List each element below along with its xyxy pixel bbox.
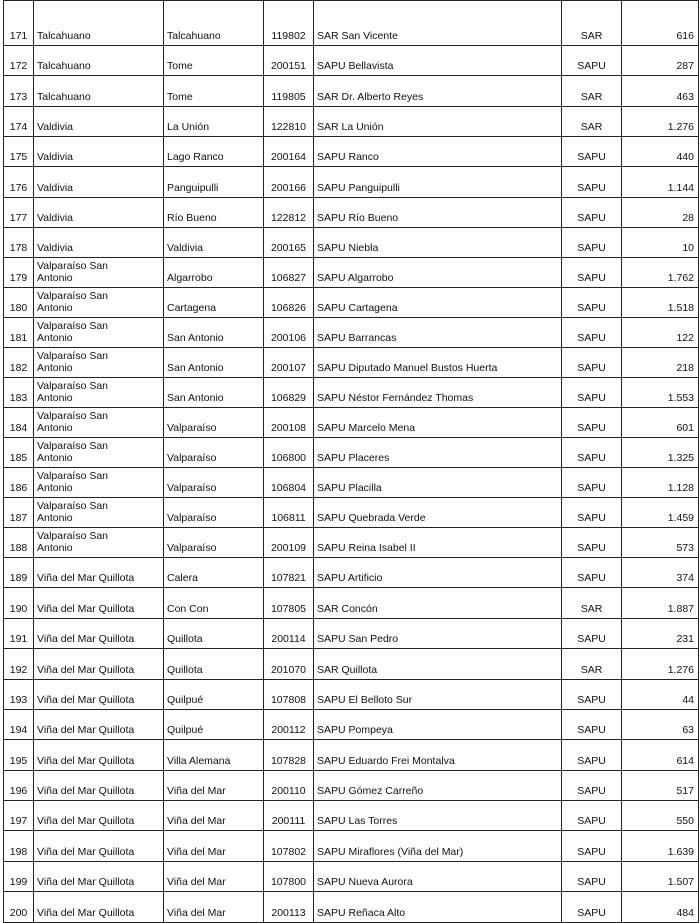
type-cell: SAPU (562, 348, 622, 378)
type-cell: SAPU (562, 710, 622, 740)
region-line: Valparaíso San (37, 320, 109, 332)
region-line: Valparaíso San (37, 290, 109, 302)
type-cell: SAR (562, 1, 622, 46)
region-line: Antonio (37, 512, 73, 524)
commune-cell: Valparaíso (164, 408, 264, 438)
code-cell: 122812 (264, 198, 314, 228)
commune-cell: Con Con (164, 588, 264, 619)
region-cell (34, 258, 164, 288)
row-number: 186 (4, 468, 34, 498)
region-line: Antonio (37, 332, 73, 344)
row-number: 194 (4, 710, 34, 740)
facility-cell: SAPU Marcelo Mena (314, 408, 562, 438)
commune-cell: Talcahuano (164, 1, 264, 46)
facility-cell: SAPU Las Torres (314, 801, 562, 831)
commune-cell: Panguipulli (164, 167, 264, 198)
table-row (4, 228, 699, 258)
facility-cell: SAR Quillota (314, 649, 562, 680)
region-cell: Viña del Mar Quillota (34, 801, 164, 831)
code-cell: 119805 (264, 76, 314, 107)
type-cell: SAPU (562, 498, 622, 528)
code-cell: 200107 (264, 348, 314, 378)
type-cell: SAPU (562, 862, 622, 892)
count-cell: 1.128 (622, 468, 699, 498)
row-number: 196 (4, 771, 34, 801)
commune-cell: San Antonio (164, 348, 264, 378)
count-cell: 550 (622, 801, 699, 831)
code-cell: 201070 (264, 649, 314, 680)
facility-cell: SAPU Diputado Manuel Bustos Huerta (314, 348, 562, 378)
region-cell: Viña del Mar Quillota (34, 619, 164, 649)
region-line: Valparaíso San (37, 530, 109, 542)
code-cell: 200164 (264, 137, 314, 167)
table-row (4, 528, 699, 558)
count-cell: 1.276 (622, 649, 699, 680)
commune-cell: Villa Alemana (164, 740, 264, 771)
row-number: 171 (4, 1, 34, 46)
commune-cell: Quillota (164, 649, 264, 680)
count-cell: 1.144 (622, 167, 699, 198)
row-number: 192 (4, 649, 34, 680)
code-cell: 106826 (264, 288, 314, 318)
region-cell: Viña del Mar Quillota (34, 558, 164, 588)
table-row (4, 649, 699, 680)
facility-cell: SAPU Panguipulli (314, 167, 562, 198)
code-cell: 200109 (264, 528, 314, 558)
table-row (4, 710, 699, 740)
commune-cell: Valparaíso (164, 468, 264, 498)
row-number: 175 (4, 137, 34, 167)
facility-cell: SAPU Néstor Fernández Thomas (314, 378, 562, 408)
table-row (4, 892, 699, 923)
region-cell: Valdivia (34, 198, 164, 228)
facility-cell: SAPU El Belloto Sur (314, 680, 562, 710)
table-row (4, 438, 699, 468)
type-cell: SAPU (562, 740, 622, 771)
code-cell: 200108 (264, 408, 314, 438)
region-line: Valparaíso San (37, 470, 109, 482)
type-cell: SAR (562, 107, 622, 137)
commune-cell: Valparaíso (164, 438, 264, 468)
code-cell: 107821 (264, 558, 314, 588)
count-cell: 616 (622, 1, 699, 46)
region-line: Antonio (37, 362, 73, 374)
count-cell: 1.762 (622, 258, 699, 288)
facility-cell: SAPU Nueva Aurora (314, 862, 562, 892)
row-number: 198 (4, 831, 34, 862)
row-number: 177 (4, 198, 34, 228)
row-number: 181 (4, 318, 34, 348)
facility-cell: SAPU Artificio (314, 558, 562, 588)
region-cell (34, 468, 164, 498)
commune-cell: San Antonio (164, 378, 264, 408)
row-number: 182 (4, 348, 34, 378)
count-cell: 484 (622, 892, 699, 923)
code-cell: 106827 (264, 258, 314, 288)
table-row (4, 167, 699, 198)
commune-cell: Algarrobo (164, 258, 264, 288)
type-cell: SAPU (562, 892, 622, 923)
count-cell: 10 (622, 228, 699, 258)
count-cell: 1.887 (622, 588, 699, 619)
type-cell: SAPU (562, 258, 622, 288)
type-cell: SAPU (562, 228, 622, 258)
commune-cell: Viña del Mar (164, 892, 264, 923)
count-cell: 287 (622, 46, 699, 76)
type-cell: SAR (562, 588, 622, 619)
region-cell: Viña del Mar Quillota (34, 740, 164, 771)
code-cell: 200111 (264, 801, 314, 831)
table-row (4, 468, 699, 498)
count-cell: 463 (622, 76, 699, 107)
commune-cell: Cartagena (164, 288, 264, 318)
table-row (4, 46, 699, 76)
region-cell: Viña del Mar Quillota (34, 649, 164, 680)
type-cell: SAPU (562, 198, 622, 228)
row-number: 172 (4, 46, 34, 76)
row-number: 195 (4, 740, 34, 771)
region-cell: Valdivia (34, 107, 164, 137)
commune-cell: Tome (164, 76, 264, 107)
type-cell: SAPU (562, 680, 622, 710)
facility-cell: SAPU Niebla (314, 228, 562, 258)
code-cell: 107828 (264, 740, 314, 771)
code-cell: 107808 (264, 680, 314, 710)
type-cell: SAPU (562, 46, 622, 76)
count-cell: 122 (622, 318, 699, 348)
region-cell: Viña del Mar Quillota (34, 892, 164, 923)
table-row (4, 288, 699, 318)
count-cell: 1.507 (622, 862, 699, 892)
region-cell: Valdivia (34, 228, 164, 258)
facility-cell: SAPU San Pedro (314, 619, 562, 649)
code-cell: 106800 (264, 438, 314, 468)
commune-cell: Valparaíso (164, 528, 264, 558)
row-number: 197 (4, 801, 34, 831)
count-cell: 218 (622, 348, 699, 378)
type-cell: SAPU (562, 378, 622, 408)
code-cell: 200166 (264, 167, 314, 198)
code-cell: 119802 (264, 1, 314, 46)
facility-cell: SAPU Placilla (314, 468, 562, 498)
region-cell (34, 528, 164, 558)
type-cell: SAPU (562, 558, 622, 588)
region-cell: Viña del Mar Quillota (34, 831, 164, 862)
count-cell: 601 (622, 408, 699, 438)
region-cell: Talcahuano (34, 76, 164, 107)
region-cell: Viña del Mar Quillota (34, 710, 164, 740)
count-cell: 231 (622, 619, 699, 649)
code-cell: 200165 (264, 228, 314, 258)
commune-cell: Quilpué (164, 680, 264, 710)
facility-cell: SAPU Eduardo Frei Montalva (314, 740, 562, 771)
code-cell: 106829 (264, 378, 314, 408)
commune-cell: San Antonio (164, 318, 264, 348)
type-cell: SAR (562, 76, 622, 107)
region-cell (34, 408, 164, 438)
count-cell: 1.553 (622, 378, 699, 408)
type-cell: SAPU (562, 137, 622, 167)
row-number: 174 (4, 107, 34, 137)
table-row (4, 619, 699, 649)
region-cell (34, 288, 164, 318)
facility-cell: SAPU Barrancas (314, 318, 562, 348)
table-row (4, 408, 699, 438)
facility-cell: SAPU Miraflores (Viña del Mar) (314, 831, 562, 862)
table-row (4, 862, 699, 892)
count-cell: 374 (622, 558, 699, 588)
region-line: Antonio (37, 392, 73, 404)
type-cell: SAPU (562, 438, 622, 468)
count-cell: 517 (622, 771, 699, 801)
facility-cell: SAR La Unión (314, 107, 562, 137)
table-row (4, 680, 699, 710)
facility-cell: SAPU Quebrada Verde (314, 498, 562, 528)
facility-cell: SAR San Vicente (314, 1, 562, 46)
table-row (4, 1, 699, 46)
table-row (4, 258, 699, 288)
commune-cell: Viña del Mar (164, 771, 264, 801)
count-cell: 440 (622, 137, 699, 167)
facility-cell: SAPU Gómez Carreño (314, 771, 562, 801)
commune-cell: Lago Ranco (164, 137, 264, 167)
code-cell: 200106 (264, 318, 314, 348)
commune-cell: Río Bueno (164, 198, 264, 228)
facility-cell: SAPU Reina Isabel II (314, 528, 562, 558)
code-cell: 107800 (264, 862, 314, 892)
code-cell: 200113 (264, 892, 314, 923)
type-cell: SAR (562, 649, 622, 680)
row-number: 191 (4, 619, 34, 649)
table-row (4, 76, 699, 107)
count-cell: 1.276 (622, 107, 699, 137)
region-line: Antonio (37, 272, 73, 284)
commune-cell: La Unión (164, 107, 264, 137)
row-number: 183 (4, 378, 34, 408)
row-number: 200 (4, 892, 34, 923)
table-body (4, 1, 699, 923)
region-cell: Viña del Mar Quillota (34, 862, 164, 892)
facility-cell: SAR Dr. Alberto Reyes (314, 76, 562, 107)
region-cell (34, 348, 164, 378)
region-line: Antonio (37, 302, 73, 314)
row-number: 199 (4, 862, 34, 892)
table-row (4, 771, 699, 801)
row-number: 184 (4, 408, 34, 438)
commune-cell: Valparaíso (164, 498, 264, 528)
code-cell: 122810 (264, 107, 314, 137)
count-cell: 1.518 (622, 288, 699, 318)
table-row (4, 318, 699, 348)
row-number: 179 (4, 258, 34, 288)
row-number: 190 (4, 588, 34, 619)
row-number: 178 (4, 228, 34, 258)
region-cell: Valdivia (34, 137, 164, 167)
count-cell: 28 (622, 198, 699, 228)
table-row (4, 498, 699, 528)
region-line: Valparaíso San (37, 350, 109, 362)
table-row (4, 801, 699, 831)
commune-cell: Viña del Mar (164, 801, 264, 831)
code-cell: 106811 (264, 498, 314, 528)
type-cell: SAPU (562, 288, 622, 318)
facility-cell: SAPU Ranco (314, 137, 562, 167)
region-cell (34, 318, 164, 348)
region-line: Antonio (37, 422, 73, 434)
code-cell: 200110 (264, 771, 314, 801)
type-cell: SAPU (562, 468, 622, 498)
facility-cell: SAPU Río Bueno (314, 198, 562, 228)
type-cell: SAPU (562, 801, 622, 831)
type-cell: SAPU (562, 318, 622, 348)
facility-cell: SAPU Reñaca Alto (314, 892, 562, 923)
facility-cell: SAPU Placeres (314, 438, 562, 468)
count-cell: 1.459 (622, 498, 699, 528)
table-row (4, 198, 699, 228)
commune-cell: Tome (164, 46, 264, 76)
row-number: 188 (4, 528, 34, 558)
region-line: Valparaíso San (37, 500, 109, 512)
region-line: Antonio (37, 452, 73, 464)
code-cell: 200151 (264, 46, 314, 76)
type-cell: SAPU (562, 619, 622, 649)
table-row (4, 137, 699, 167)
code-cell: 200114 (264, 619, 314, 649)
region-cell (34, 498, 164, 528)
region-line: Antonio (37, 542, 73, 554)
table-row (4, 107, 699, 137)
count-cell: 614 (622, 740, 699, 771)
facility-table (3, 0, 699, 923)
facility-cell: SAPU Cartagena (314, 288, 562, 318)
table-row (4, 348, 699, 378)
row-number: 176 (4, 167, 34, 198)
code-cell: 106804 (264, 468, 314, 498)
code-cell: 200112 (264, 710, 314, 740)
count-cell: 44 (622, 680, 699, 710)
count-cell: 1.325 (622, 438, 699, 468)
region-line: Valparaíso San (37, 260, 109, 272)
region-line: Valparaíso San (37, 380, 109, 392)
count-cell: 1.639 (622, 831, 699, 862)
region-cell: Viña del Mar Quillota (34, 588, 164, 619)
table-row (4, 831, 699, 862)
table-row (4, 588, 699, 619)
commune-cell: Valdivia (164, 228, 264, 258)
type-cell: SAPU (562, 831, 622, 862)
table-row (4, 378, 699, 408)
type-cell: SAPU (562, 167, 622, 198)
type-cell: SAPU (562, 528, 622, 558)
commune-cell: Viña del Mar (164, 862, 264, 892)
code-cell: 107805 (264, 588, 314, 619)
commune-cell: Calera (164, 558, 264, 588)
commune-cell: Quilpué (164, 710, 264, 740)
region-cell: Talcahuano (34, 46, 164, 76)
facility-cell: SAPU Algarrobo (314, 258, 562, 288)
facility-cell: SAR Concón (314, 588, 562, 619)
region-cell: Viña del Mar Quillota (34, 680, 164, 710)
row-number: 189 (4, 558, 34, 588)
region-cell: Valdivia (34, 167, 164, 198)
count-cell: 63 (622, 710, 699, 740)
region-line: Valparaíso San (37, 440, 109, 452)
row-number: 180 (4, 288, 34, 318)
code-cell: 107802 (264, 831, 314, 862)
region-line: Antonio (37, 482, 73, 494)
row-number: 187 (4, 498, 34, 528)
commune-cell: Viña del Mar (164, 831, 264, 862)
type-cell: SAPU (562, 771, 622, 801)
region-cell: Talcahuano (34, 1, 164, 46)
region-cell: Viña del Mar Quillota (34, 771, 164, 801)
region-line: Valparaíso San (37, 410, 109, 422)
type-cell: SAPU (562, 408, 622, 438)
region-cell (34, 438, 164, 468)
commune-cell: Quillota (164, 619, 264, 649)
row-number: 185 (4, 438, 34, 468)
count-cell: 573 (622, 528, 699, 558)
facility-cell: SAPU Pompeya (314, 710, 562, 740)
row-number: 173 (4, 76, 34, 107)
facility-cell: SAPU Bellavista (314, 46, 562, 76)
table-row (4, 558, 699, 588)
table-row (4, 740, 699, 771)
region-cell (34, 378, 164, 408)
row-number: 193 (4, 680, 34, 710)
